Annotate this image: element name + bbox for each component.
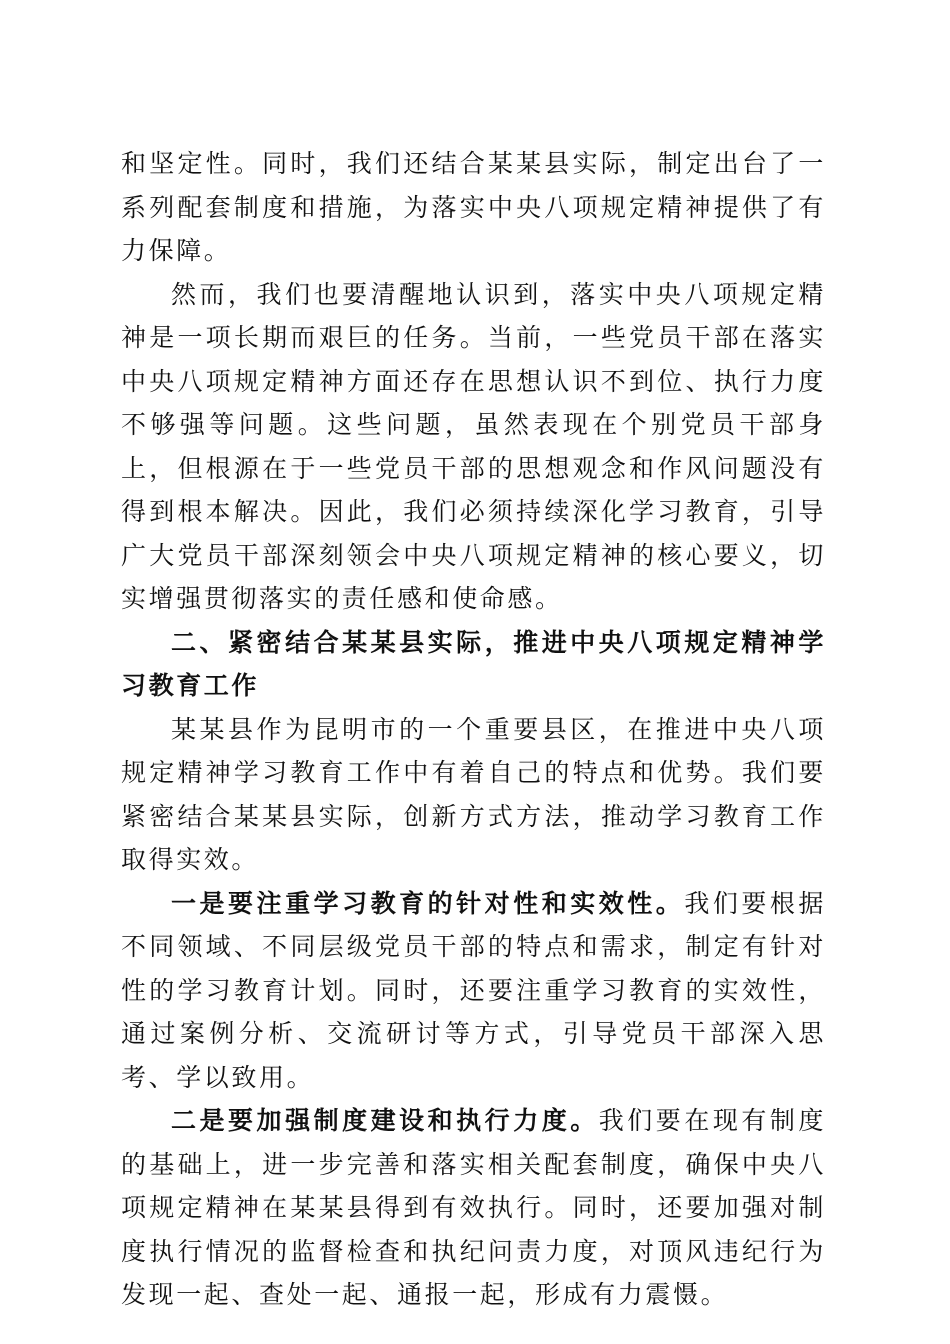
section-heading-2: 二、紧密结合某某县实际，推进中央八项规定精神学习教育工作 xyxy=(121,627,826,700)
paragraph-county-intro: 某某县作为昆明市的一个重要县区，在推进中央八项规定精神学习教育工作中有着自己的特点和优势。我们要紧密结合某某县实际，创新方式方法，推动学习教育工作取得实效。 xyxy=(121,714,826,874)
document-body xyxy=(121,142,826,1317)
point-1-lead: 一是要注重学习教育的针对性和实效性。 xyxy=(171,888,685,918)
paragraph-point-2 xyxy=(121,1099,826,1317)
paragraph-problems: 然而，我们也要清醒地认识到，落实中央八项规定精神是一项长期而艰巨的任务。当前，一些党员干部在落实中央八项规定精神方面还存在思想认识不到位、执行力度不够强等问题。这些问题，虽然表现在个别党员干部身上，但根源在于一些党员干部的思想观念和作风问题没有得到根本解决。因此，我们必须持续深化学习教育，引导广大党员干部深刻领会中央八项规定精神的核心要义，切实增强贯彻落实的责任感和使命感。 xyxy=(121,279,826,613)
point-1-body: 我们要根据不同领域、不同层级党员干部的特点和需求，制定有针对性的学习教育计划。同时，还要注重学习教育的实效性，通过案例分析、交流研讨等方式，引导党员干部深入思考、学以致用。 xyxy=(121,888,826,1092)
paragraph-continuation: 和坚定性。同时，我们还结合某某县实际，制定出台了一系列配套制度和措施，为落实中央八项规定精神提供了有力保障。 xyxy=(121,149,826,265)
paragraph-point-1 xyxy=(121,882,826,1100)
point-2-lead: 二是要加强制度建设和执行力度。 xyxy=(171,1106,599,1135)
point-2-body: 我们要在现有制度的基础上，进一步完善和落实相关配套制度，确保中央八项规定精神在某某县得到有效执行。同时，还要加强对制度执行情况的监督检查和执纪问责力度，对顶风违纪行为发现一起、查处一起、通报一起，形成有力震慑。 xyxy=(121,1106,826,1309)
